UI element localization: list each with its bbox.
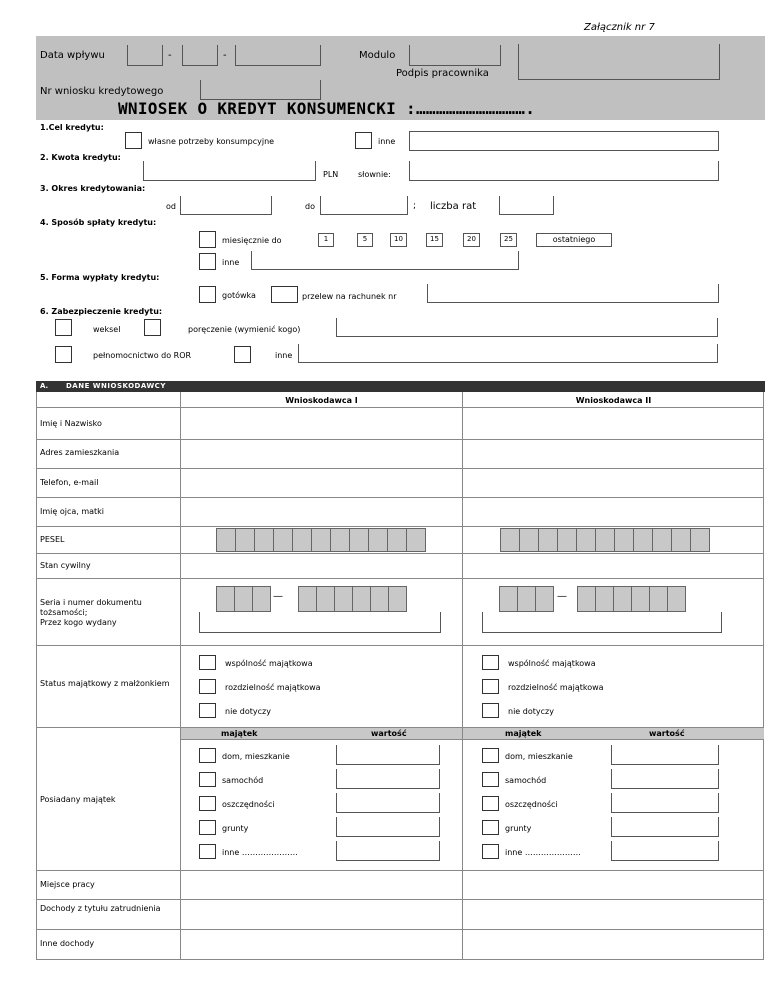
- status2-separate-checkbox[interactable]: [482, 679, 499, 694]
- s6-poa-label: pełnomocnictwo do ROR: [93, 351, 192, 360]
- asset2-checkbox[interactable]: [482, 748, 499, 763]
- col-header-applicant-2: Wnioskodawca II: [575, 396, 652, 405]
- s6-guarantee-checkbox[interactable]: [144, 319, 161, 336]
- s4-other-field[interactable]: [251, 251, 519, 270]
- asset2-value-field[interactable]: [611, 745, 719, 765]
- col-divider-1: [180, 392, 181, 960]
- section-a-title: DANE WNIOSKODAWCY: [66, 382, 166, 390]
- asset2-label: grunty: [505, 824, 532, 833]
- s3-installments-field[interactable]: [499, 196, 554, 215]
- row-label-address: Adres zamieszkania: [40, 448, 120, 457]
- asset1-value-field[interactable]: [336, 793, 440, 813]
- asset1-label: inne …………………: [222, 848, 298, 857]
- row-label-id-doc: Seria i numer dokumentu tożsamości; Przez kogo wydany: [40, 598, 142, 627]
- asset1-checkbox[interactable]: [199, 772, 216, 787]
- date-dash-2: -: [223, 50, 227, 61]
- s5-transfer-label: przelew na rachunek nr: [302, 292, 397, 301]
- id-series-cell[interactable]: [234, 586, 253, 612]
- s3-from-field[interactable]: [180, 196, 272, 215]
- assets-header-value-2: wartość: [649, 729, 685, 738]
- status1-joint-checkbox[interactable]: [199, 655, 216, 670]
- row-line: [36, 439, 764, 440]
- applicant-table: [36, 392, 764, 960]
- asset2-value-field[interactable]: [611, 817, 719, 837]
- pesel-digit-cell[interactable]: [311, 528, 331, 552]
- asset2-value-field[interactable]: [611, 769, 719, 789]
- s4-day-1[interactable]: 1: [318, 233, 334, 247]
- status2-na-checkbox[interactable]: [482, 703, 499, 718]
- asset1-checkbox[interactable]: [199, 796, 216, 811]
- s4-day-10[interactable]: 10: [390, 233, 407, 247]
- asset1-label: dom, mieszkanie: [222, 752, 290, 761]
- id-number-cell[interactable]: [370, 586, 389, 612]
- id-number-cell[interactable]: [577, 586, 596, 612]
- pesel-digit-cell[interactable]: [235, 528, 255, 552]
- asset1-value-field[interactable]: [336, 769, 440, 789]
- id-number-cell[interactable]: [631, 586, 650, 612]
- assets-header-asset-1: majątek: [221, 729, 258, 738]
- pesel-digit-cell[interactable]: [519, 528, 539, 552]
- assets-header-asset-2: majątek: [505, 729, 542, 738]
- s1-other-checkbox[interactable]: [355, 132, 372, 149]
- s3-installments-label: liczba rat: [430, 201, 477, 212]
- col-header-applicant-1: Wnioskodawca I: [285, 396, 358, 405]
- date-day-field[interactable]: [127, 45, 163, 66]
- s2-words-label: słownie:: [358, 170, 391, 179]
- row-line: [36, 870, 764, 871]
- s4-day-25[interactable]: 25: [500, 233, 517, 247]
- pesel-digit-cell[interactable]: [614, 528, 634, 552]
- pesel-digit-cell[interactable]: [633, 528, 653, 552]
- asset2-checkbox[interactable]: [482, 844, 499, 859]
- id-issuer-field-applicant-1[interactable]: [199, 612, 441, 633]
- s3-title: 3. Okres kredytowania:: [40, 184, 146, 193]
- pesel-digit-cell[interactable]: [349, 528, 369, 552]
- row-line: [36, 468, 764, 469]
- pesel-digit-cell[interactable]: [576, 528, 596, 552]
- s6-bill-checkbox[interactable]: [55, 319, 72, 336]
- id-series-cell[interactable]: [216, 586, 235, 612]
- s4-other-checkbox[interactable]: [199, 253, 216, 270]
- asset1-value-field[interactable]: [336, 841, 440, 861]
- id-series-cell[interactable]: [535, 586, 554, 612]
- id-number-cell[interactable]: [667, 586, 686, 612]
- row-line: [36, 645, 764, 646]
- id-dash-1: —: [273, 591, 283, 602]
- asset1-value-field[interactable]: [336, 745, 440, 765]
- row-label-pesel: PESEL: [40, 535, 65, 544]
- pesel-digit-cell[interactable]: [671, 528, 691, 552]
- s4-monthly-checkbox[interactable]: [199, 231, 216, 248]
- status1-na-checkbox[interactable]: [199, 703, 216, 718]
- asset1-value-field[interactable]: [336, 817, 440, 837]
- s6-title: 6. Zabezpieczenie kredytu:: [40, 307, 163, 316]
- row-label-civil: Stan cywilny: [40, 561, 91, 570]
- s5-transfer-checkbox[interactable]: [271, 286, 298, 303]
- asset2-label: oszczędności: [505, 800, 558, 809]
- asset2-label: inne …………………: [505, 848, 581, 857]
- id-dash-2: —: [557, 591, 567, 602]
- pesel-digit-cell[interactable]: [538, 528, 558, 552]
- s4-day-20[interactable]: 20: [463, 233, 480, 247]
- s2-amount-field[interactable]: [143, 161, 316, 181]
- id-issuer-field-applicant-2[interactable]: [482, 612, 722, 633]
- asset2-value-field[interactable]: [611, 793, 719, 813]
- row-line: [36, 497, 764, 498]
- s3-separator: ;: [413, 201, 417, 211]
- id-series-cell[interactable]: [499, 586, 518, 612]
- s6-poa-checkbox[interactable]: [55, 346, 72, 363]
- asset1-checkbox[interactable]: [199, 844, 216, 859]
- status1-joint-label: wspólność majątkowa: [225, 659, 313, 668]
- status1-separate-checkbox[interactable]: [199, 679, 216, 694]
- asset2-value-field[interactable]: [611, 841, 719, 861]
- col-divider-2: [462, 392, 463, 960]
- s5-cash-checkbox[interactable]: [199, 286, 216, 303]
- status2-joint-checkbox[interactable]: [482, 655, 499, 670]
- asset2-checkbox[interactable]: [482, 796, 499, 811]
- status2-joint-label: wspólność majątkowa: [508, 659, 596, 668]
- date-month-field[interactable]: [182, 45, 218, 66]
- pesel-digit-cell[interactable]: [595, 528, 615, 552]
- id-number-cell[interactable]: [595, 586, 614, 612]
- pesel-digit-cell[interactable]: [557, 528, 577, 552]
- page-title: WNIOSEK O KREDYT KONSUMENCKI :…………………………….: [118, 99, 536, 118]
- asset1-label: grunty: [222, 824, 249, 833]
- asset1-label: oszczędności: [222, 800, 275, 809]
- row-label-workplace: Miejsce pracy: [40, 880, 95, 889]
- s5-account-field[interactable]: [427, 284, 719, 303]
- s1-own-checkbox[interactable]: [125, 132, 142, 149]
- s4-day-15[interactable]: 15: [426, 233, 443, 247]
- s1-own-label: własne potrzeby konsumpcyjne: [148, 137, 275, 146]
- s2-currency: PLN: [323, 170, 339, 179]
- row-line: [36, 929, 764, 930]
- row-label-income-work: Dochody z tytułu zatrudnienia: [40, 904, 161, 913]
- row-line: [36, 578, 764, 579]
- pesel-digit-cell[interactable]: [216, 528, 236, 552]
- assets-header-value-1: wartość: [371, 729, 407, 738]
- status1-na-label: nie dotyczy: [225, 707, 271, 716]
- row-line: [36, 899, 764, 900]
- id-number-cell[interactable]: [613, 586, 632, 612]
- id-series-cell[interactable]: [252, 586, 271, 612]
- id-number-cell[interactable]: [388, 586, 407, 612]
- pesel-digit-cell[interactable]: [254, 528, 274, 552]
- s2-words-field[interactable]: [409, 161, 719, 181]
- asset2-label: dom, mieszkanie: [505, 752, 573, 761]
- modulo-field[interactable]: [409, 45, 501, 66]
- status2-separate-label: rozdzielność majątkowa: [508, 683, 604, 692]
- s4-title: 4. Sposób spłaty kredytu:: [40, 218, 157, 227]
- id-number-cell[interactable]: [649, 586, 668, 612]
- id-number-cell[interactable]: [316, 586, 335, 612]
- id-number-cell[interactable]: [352, 586, 371, 612]
- application-no-label: Nr wniosku kredytowego: [40, 86, 164, 97]
- asset1-checkbox[interactable]: [199, 820, 216, 835]
- pesel-digit-cell[interactable]: [500, 528, 520, 552]
- asset1-label: samochód: [222, 776, 264, 785]
- s6-bill-label: weksel: [93, 325, 121, 334]
- s4-other-label: inne: [222, 258, 240, 267]
- signature-label: Podpis pracownika: [396, 68, 489, 79]
- s3-to-field[interactable]: [320, 196, 408, 215]
- s3-from-label: od: [166, 202, 176, 211]
- s6-guarantee-label: poręczenie (wymienić kogo): [188, 325, 301, 334]
- s6-guarantee-field[interactable]: [336, 318, 718, 337]
- pesel-digit-cell[interactable]: [690, 528, 710, 552]
- row-line: [36, 407, 764, 408]
- row-label-phone: Telefon, e-mail: [40, 478, 99, 487]
- id-number-cell[interactable]: [298, 586, 317, 612]
- s6-other-label: inne: [275, 351, 293, 360]
- row-line: [36, 553, 764, 554]
- application-no-field[interactable]: [200, 80, 321, 100]
- pesel-digit-cell[interactable]: [368, 528, 388, 552]
- row-label-assets: Posiadany majątek: [40, 795, 116, 804]
- pesel-digit-cell[interactable]: [652, 528, 672, 552]
- s5-cash-label: gotówka: [222, 291, 256, 300]
- section-a-letter: A.: [40, 382, 49, 390]
- attachment-label: Załącznik nr 7: [584, 22, 655, 33]
- status1-separate-label: rozdzielność majątkowa: [225, 683, 321, 692]
- s4-day-5[interactable]: 5: [357, 233, 373, 247]
- pesel-digit-cell[interactable]: [406, 528, 426, 552]
- s6-other-checkbox[interactable]: [234, 346, 251, 363]
- modulo-label: Modulo: [359, 50, 396, 61]
- date-dash-1: -: [168, 50, 172, 61]
- pesel-digit-cell[interactable]: [387, 528, 407, 552]
- asset1-checkbox[interactable]: [199, 748, 216, 763]
- s4-day-last[interactable]: ostatniego: [536, 233, 612, 247]
- pesel-digit-cell[interactable]: [292, 528, 312, 552]
- s6-other-field[interactable]: [298, 344, 718, 363]
- s2-title: 2. Kwota kredytu:: [40, 153, 121, 162]
- date-year-field[interactable]: [235, 45, 321, 66]
- row-label-marital: Status majątkowy z małżonkiem: [40, 679, 170, 688]
- pesel-digit-cell[interactable]: [273, 528, 293, 552]
- id-number-cell[interactable]: [334, 586, 353, 612]
- signature-field[interactable]: [518, 44, 720, 80]
- s3-to-label: do: [305, 202, 315, 211]
- date-label: Data wpływu: [40, 50, 105, 61]
- pesel-digit-cell[interactable]: [330, 528, 350, 552]
- row-label-name: Imię i Nazwisko: [40, 419, 102, 428]
- id-series-cell[interactable]: [517, 586, 536, 612]
- s4-monthly-label: miesięcznie do: [222, 236, 282, 245]
- s1-title: 1.Cel kredytu:: [40, 123, 104, 132]
- asset2-checkbox[interactable]: [482, 772, 499, 787]
- row-line: [36, 526, 764, 527]
- s5-title: 5. Forma wypłaty kredytu:: [40, 273, 160, 282]
- asset2-checkbox[interactable]: [482, 820, 499, 835]
- asset2-label: samochód: [505, 776, 547, 785]
- status2-na-label: nie dotyczy: [508, 707, 554, 716]
- s1-other-label: inne: [378, 137, 396, 146]
- row-label-parents: Imię ojca, matki: [40, 507, 105, 516]
- s1-other-field[interactable]: [409, 131, 719, 151]
- row-label-income-other: Inne dochody: [40, 939, 95, 948]
